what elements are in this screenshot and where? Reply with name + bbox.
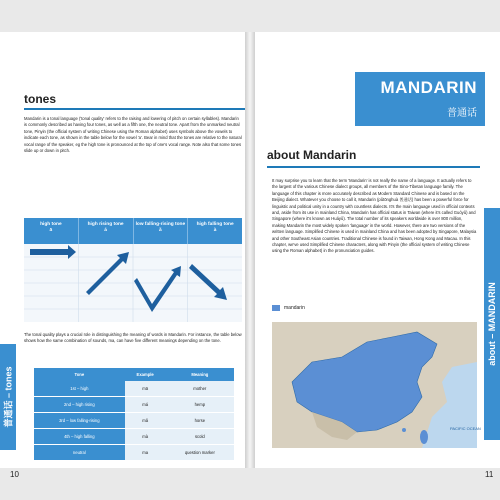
tone-header-high: high tone ā — [24, 218, 79, 244]
tones-example-table — [34, 368, 234, 461]
taiwan-shape — [420, 430, 428, 444]
legend-label: mandarin — [284, 305, 305, 311]
legend-swatch — [272, 305, 280, 311]
table-row: 4th – high falling mà scold — [34, 429, 234, 445]
about-heading-bar — [267, 148, 480, 168]
left-page — [0, 32, 245, 479]
about-heading: about Mandarin — [267, 148, 357, 162]
high-falling-tone-arrow — [189, 264, 227, 300]
page-number-left: 10 — [10, 470, 19, 479]
high-rising-tone-arrow — [86, 252, 129, 295]
left-side-tab-label: 普通话 – tones — [3, 366, 14, 428]
tone-diagram — [24, 218, 242, 322]
tones-paragraph-2: The tonal quality plays a crucial role in distinguishing the meaning of words in Mandarin. For instance, the table below shows how the same combination of sounds, ma, can have five different meanings depending on the tone. — [24, 332, 242, 344]
table-header-meaning: Meaning — [166, 368, 234, 381]
right-side-tab-label: about – MANDARIN — [487, 282, 497, 366]
right-page — [255, 32, 500, 479]
chapter-banner — [355, 72, 485, 126]
left-side-tab — [0, 344, 16, 450]
book-spine — [245, 32, 255, 468]
table-row: neutral ma question marker — [34, 445, 234, 461]
chapter-subtitle: 普通话 — [447, 108, 477, 119]
table-row: 1st – high mā mother — [34, 381, 234, 397]
tones-intro-text: Mandarin is a tonal language ('tonal quality' refers to the raising and lowering of pitch on certain syllables). Mandarin is commonly described as having four tones, as well as a fifth one, the neutral tone. Apart from the unmarked neutral tone, Pinyin (the official system of writing Chinese using the Roman alphabet) uses symbols above the vowels to indicate each tone, as shown in the table below for the vowel 'a'. Bear in mind that the tones are relative to the natural vocal range of the speaker, eg the high tone is pronounced at the top of one's vocal range. Note also that some tones slide up or down in pitch. — [24, 116, 242, 154]
table-header-tone: Tone — [34, 368, 125, 381]
tone-header-high-rising: high rising tone á — [79, 218, 134, 244]
falling-rising-tone-arrow — [134, 266, 181, 312]
table-row: 2nd – high rising má hemp — [34, 397, 234, 413]
chapter-title: MANDARIN — [380, 78, 477, 97]
china-map — [272, 322, 481, 448]
tone-header-low-falling-rising: low falling-rising tone ǎ — [134, 218, 189, 244]
map-legend — [272, 305, 305, 311]
about-body-text: It may surprise you to learn that the term 'Mandarin' is not really the name of a language. It actually refers to the largest of the various Chinese dialect groups, all members of the Sino-Tibetan language family. The language of this chapter is more accurately described as Modern Standard Chinese and is based on the Beijing dialect. Whatever you choose to call it, Mandarin (pǔtōnghuà 普通话) has been a powerful force for linguistic and political unity in a country with countless dialects. It's the main language used in official contexts and, aside from its use in mainland China, Mandarin has official status in Taiwan (where it's called Guóyǔ) and Singapore (where it's known as Huáyǔ). The total number of its speakers worldwide is over 800 million, making Mandarin the most widely spoken 'language' in the world. However, there are two versions of the written language. Simplified Chinese is used in mainland China and has been adopted by Singapore, Malaysia and other Southeast Asian countries. Traditional Chinese is found in Taiwan, Hong Kong and Macau. In this chapter, we've used Simplified Chinese characters, along with Pinyin (the official system of writing Chinese using the Roman alphabet) in the pronunciation guides. — [272, 178, 477, 254]
tones-heading-bar — [24, 92, 245, 110]
table-header-example: Example — [125, 368, 166, 381]
right-side-tab — [484, 208, 500, 440]
tones-heading: tones — [24, 92, 57, 106]
table-row: 3rd – low falling-rising mǎ horse — [34, 413, 234, 429]
ocean-label: PACIFIC OCEAN — [450, 426, 481, 431]
tone-header-high-falling: high falling tone à — [196, 222, 234, 233]
tone-arrows-graphic — [24, 244, 242, 322]
page-number-right: 11 — [485, 470, 494, 479]
